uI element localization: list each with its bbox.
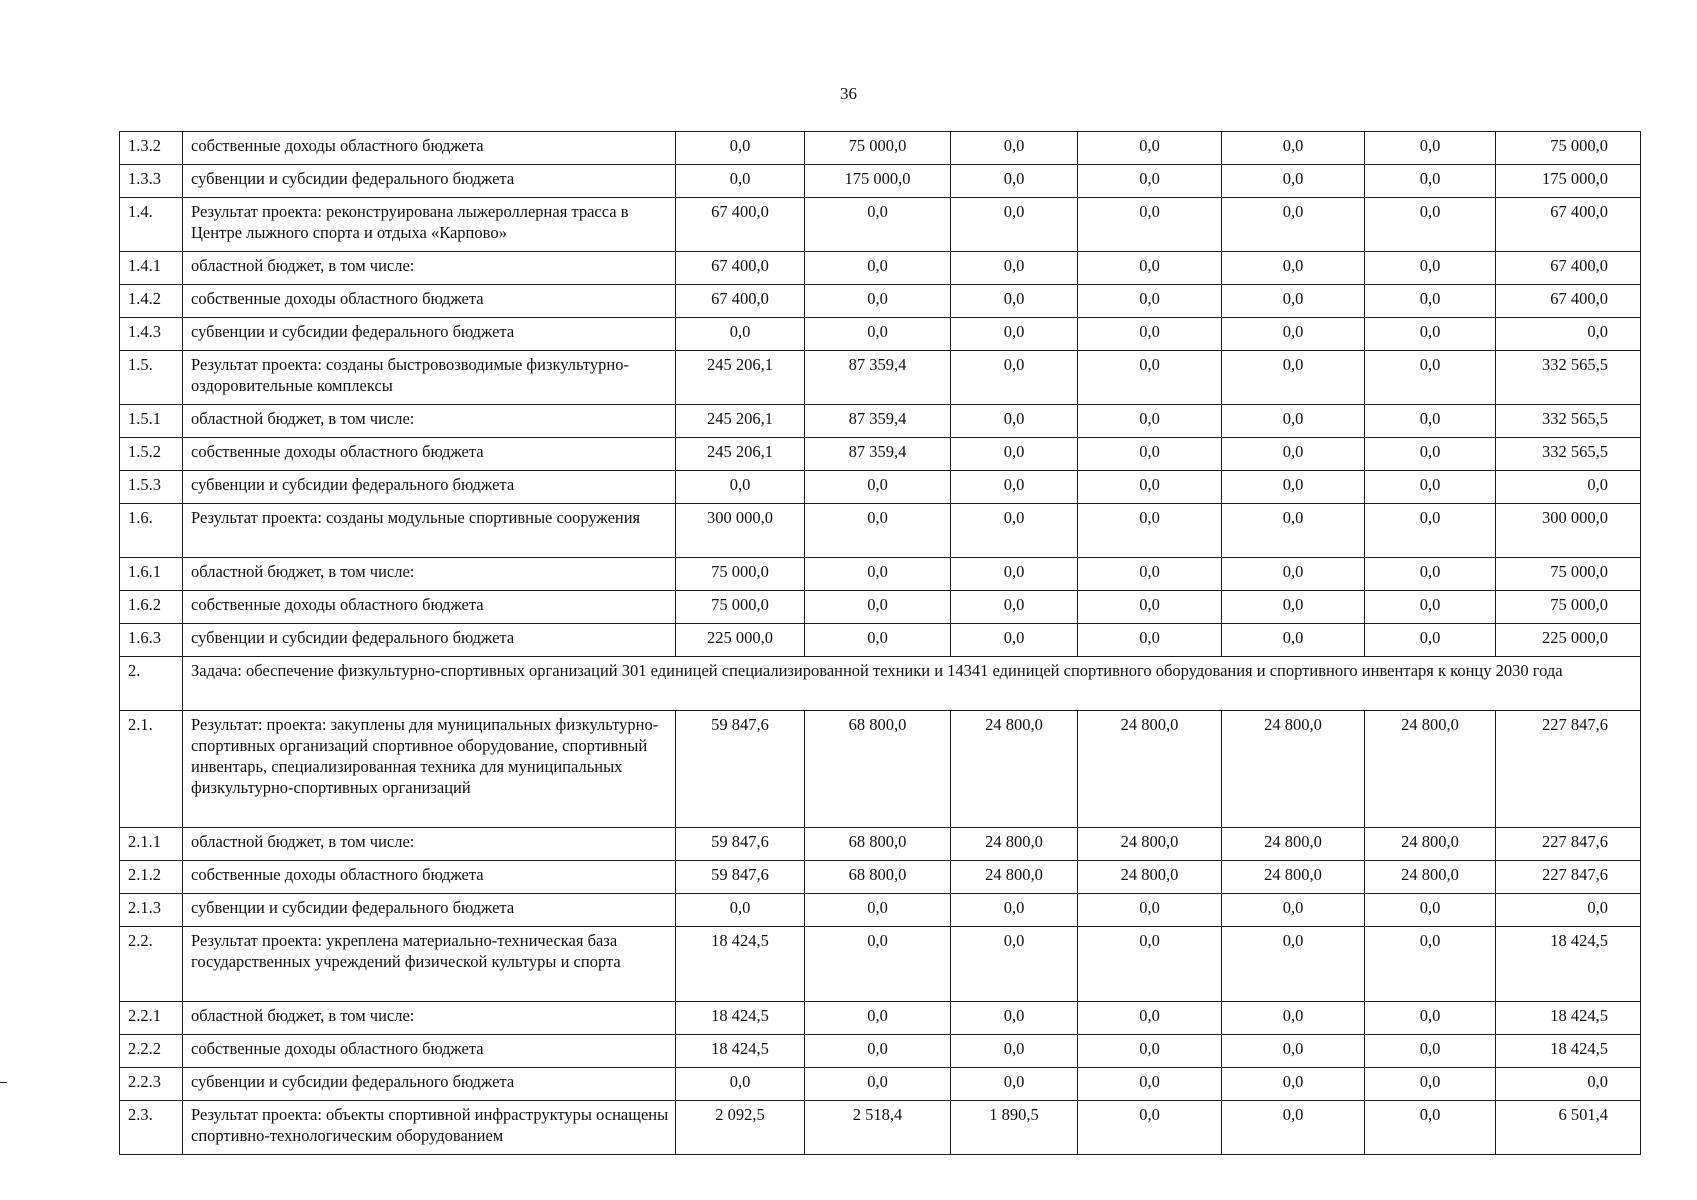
year-value-cell: 0,0 [951, 438, 1078, 471]
year-value-cell: 0,0 [1222, 318, 1365, 351]
year-value-cell: 175 000,0 [805, 165, 951, 198]
year-value-cell: 2 092,5 [676, 1101, 805, 1155]
year-value-cell: 0,0 [951, 558, 1078, 591]
year-value-cell: 0,0 [805, 198, 951, 252]
total-value-cell: 67 400,0 [1496, 285, 1641, 318]
year-value-cell: 0,0 [1078, 351, 1222, 405]
year-value-cell: 0,0 [1222, 132, 1365, 165]
year-value-cell: 0,0 [1078, 591, 1222, 624]
table-row [120, 828, 1641, 861]
year-value-cell: 225 000,0 [676, 624, 805, 657]
row-description: областной бюджет, в том числе: [183, 252, 676, 285]
total-value-cell: 75 000,0 [1496, 558, 1641, 591]
year-value-cell: 24 800,0 [1222, 861, 1365, 894]
total-value-cell: 18 424,5 [1496, 1035, 1641, 1068]
row-code: 2.2.1 [120, 1002, 183, 1035]
year-value-cell: 0,0 [951, 591, 1078, 624]
row-description: Результат проекта: созданы быстровозводимые физкультурно-оздоровительные комплексы [183, 351, 676, 405]
year-value-cell: 0,0 [1078, 471, 1222, 504]
year-value-cell: 67 400,0 [676, 198, 805, 252]
year-value-cell: 59 847,6 [676, 711, 805, 828]
year-value-cell: 24 800,0 [1078, 861, 1222, 894]
year-value-cell: 0,0 [1222, 1101, 1365, 1155]
year-value-cell: 300 000,0 [676, 504, 805, 558]
row-description: областной бюджет, в том числе: [183, 1002, 676, 1035]
year-value-cell: 0,0 [1222, 285, 1365, 318]
year-value-cell: 0,0 [676, 894, 805, 927]
table-row [120, 405, 1641, 438]
year-value-cell: 0,0 [951, 1068, 1078, 1101]
table-body [120, 132, 1641, 1155]
budget-table [119, 131, 1641, 1155]
year-value-cell: 0,0 [951, 504, 1078, 558]
year-value-cell: 0,0 [951, 927, 1078, 1002]
row-description: Результат проекта: укреплена материально-техническая база государственных учреждений физической культуры и спорта [183, 927, 676, 1002]
year-value-cell: 24 800,0 [951, 828, 1078, 861]
year-value-cell: 24 800,0 [1365, 828, 1496, 861]
year-value-cell: 0,0 [1222, 1035, 1365, 1068]
year-value-cell: 0,0 [951, 471, 1078, 504]
table-row [120, 471, 1641, 504]
year-value-cell: 0,0 [1365, 894, 1496, 927]
total-value-cell: 332 565,5 [1496, 405, 1641, 438]
year-value-cell: 0,0 [1365, 504, 1496, 558]
row-description: собственные доходы областного бюджета [183, 861, 676, 894]
table-row [120, 894, 1641, 927]
year-value-cell: 2 518,4 [805, 1101, 951, 1155]
year-value-cell: 0,0 [951, 198, 1078, 252]
year-value-cell: 18 424,5 [676, 927, 805, 1002]
row-code: 2.2.2 [120, 1035, 183, 1068]
row-code: 2. [120, 657, 183, 711]
year-value-cell: 0,0 [1222, 198, 1365, 252]
year-value-cell: 0,0 [1078, 624, 1222, 657]
year-value-cell: 0,0 [1222, 351, 1365, 405]
year-value-cell: 0,0 [951, 1035, 1078, 1068]
row-code: 1.6.3 [120, 624, 183, 657]
year-value-cell: 0,0 [1365, 405, 1496, 438]
year-value-cell: 0,0 [1365, 198, 1496, 252]
year-value-cell: 245 206,1 [676, 438, 805, 471]
year-value-cell: 0,0 [1078, 198, 1222, 252]
year-value-cell: 0,0 [1365, 132, 1496, 165]
year-value-cell: 18 424,5 [676, 1035, 805, 1068]
row-code: 2.1.2 [120, 861, 183, 894]
year-value-cell: 0,0 [805, 624, 951, 657]
year-value-cell: 0,0 [1222, 252, 1365, 285]
row-description: собственные доходы областного бюджета [183, 1035, 676, 1068]
year-value-cell: 0,0 [1365, 471, 1496, 504]
total-value-cell: 227 847,6 [1496, 711, 1641, 828]
row-description: субвенции и субсидии федерального бюджета [183, 318, 676, 351]
year-value-cell: 0,0 [1078, 285, 1222, 318]
total-value-cell: 0,0 [1496, 318, 1641, 351]
total-value-cell: 67 400,0 [1496, 252, 1641, 285]
row-code: 1.4. [120, 198, 183, 252]
year-value-cell: 0,0 [951, 285, 1078, 318]
year-value-cell: 68 800,0 [805, 711, 951, 828]
year-value-cell: 0,0 [951, 624, 1078, 657]
year-value-cell: 0,0 [1365, 1101, 1496, 1155]
table-row [120, 657, 1641, 711]
year-value-cell: 0,0 [1365, 1002, 1496, 1035]
table-row [120, 132, 1641, 165]
year-value-cell: 0,0 [1222, 624, 1365, 657]
total-value-cell: 300 000,0 [1496, 504, 1641, 558]
year-value-cell: 0,0 [1365, 438, 1496, 471]
total-value-cell: 0,0 [1496, 1068, 1641, 1101]
row-description: субвенции и субсидии федерального бюджета [183, 165, 676, 198]
total-value-cell: 6 501,4 [1496, 1101, 1641, 1155]
table-row [120, 165, 1641, 198]
year-value-cell: 0,0 [1078, 558, 1222, 591]
table-row [120, 351, 1641, 405]
year-value-cell: 24 800,0 [1222, 828, 1365, 861]
total-value-cell: 0,0 [1496, 894, 1641, 927]
year-value-cell: 0,0 [1365, 252, 1496, 285]
year-value-cell: 0,0 [805, 558, 951, 591]
total-value-cell: 75 000,0 [1496, 132, 1641, 165]
row-description: собственные доходы областного бюджета [183, 285, 676, 318]
row-description: Результат: проекта: закуплены для муниципальных физкультурно-спортивных организаций спортивное оборудование, спортивный инвентарь, специализированная техника для муниципальных физкультурно-спортивных организаций [183, 711, 676, 828]
table-row [120, 1035, 1641, 1068]
row-description: собственные доходы областного бюджета [183, 438, 676, 471]
year-value-cell: 0,0 [1222, 1068, 1365, 1101]
year-value-cell: 0,0 [1222, 165, 1365, 198]
row-description: субвенции и субсидии федерального бюджета [183, 1068, 676, 1101]
year-value-cell: 87 359,4 [805, 351, 951, 405]
year-value-cell: 0,0 [805, 318, 951, 351]
year-value-cell: 0,0 [951, 1002, 1078, 1035]
year-value-cell: 0,0 [1222, 471, 1365, 504]
row-code: 1.6. [120, 504, 183, 558]
year-value-cell: 0,0 [805, 252, 951, 285]
row-description: собственные доходы областного бюджета [183, 591, 676, 624]
row-code: 1.5.2 [120, 438, 183, 471]
year-value-cell: 0,0 [805, 1068, 951, 1101]
row-description: Результат проекта: созданы модульные спортивные сооружения [183, 504, 676, 558]
year-value-cell: 0,0 [951, 132, 1078, 165]
year-value-cell: 24 800,0 [1078, 711, 1222, 828]
table-row [120, 504, 1641, 558]
year-value-cell: 0,0 [951, 252, 1078, 285]
year-value-cell: 0,0 [805, 927, 951, 1002]
year-value-cell: 0,0 [805, 894, 951, 927]
year-value-cell: 18 424,5 [676, 1002, 805, 1035]
total-value-cell: 227 847,6 [1496, 828, 1641, 861]
table-row [120, 1068, 1641, 1101]
row-code: 1.3.3 [120, 165, 183, 198]
year-value-cell: 0,0 [805, 591, 951, 624]
year-value-cell: 0,0 [1365, 165, 1496, 198]
table-row [120, 591, 1641, 624]
row-code: 1.5.3 [120, 471, 183, 504]
year-value-cell: 24 800,0 [951, 861, 1078, 894]
year-value-cell: 0,0 [805, 285, 951, 318]
row-description: субвенции и субсидии федерального бюджета [183, 894, 676, 927]
year-value-cell: 0,0 [1365, 558, 1496, 591]
table-row [120, 1101, 1641, 1155]
year-value-cell: 0,0 [1078, 132, 1222, 165]
row-code: 1.4.3 [120, 318, 183, 351]
year-value-cell: 0,0 [951, 405, 1078, 438]
year-value-cell: 0,0 [1078, 927, 1222, 1002]
year-value-cell: 68 800,0 [805, 828, 951, 861]
year-value-cell: 0,0 [951, 165, 1078, 198]
row-code: 2.1. [120, 711, 183, 828]
table-row [120, 198, 1641, 252]
year-value-cell: 0,0 [1078, 1068, 1222, 1101]
year-value-cell: 0,0 [951, 351, 1078, 405]
year-value-cell: 87 359,4 [805, 438, 951, 471]
year-value-cell: 67 400,0 [676, 285, 805, 318]
table-row [120, 252, 1641, 285]
row-code: 2.1.1 [120, 828, 183, 861]
year-value-cell: 59 847,6 [676, 861, 805, 894]
total-value-cell: 227 847,6 [1496, 861, 1641, 894]
year-value-cell: 67 400,0 [676, 252, 805, 285]
year-value-cell: 0,0 [1222, 405, 1365, 438]
row-code: 1.6.1 [120, 558, 183, 591]
row-code: 1.5.1 [120, 405, 183, 438]
year-value-cell: 0,0 [805, 1035, 951, 1068]
year-value-cell: 0,0 [1222, 558, 1365, 591]
year-value-cell: 0,0 [1078, 318, 1222, 351]
row-description: субвенции и субсидии федерального бюджета [183, 471, 676, 504]
year-value-cell: 0,0 [1078, 252, 1222, 285]
year-value-cell: 0,0 [676, 165, 805, 198]
year-value-cell: 0,0 [1078, 405, 1222, 438]
year-value-cell: 0,0 [1365, 624, 1496, 657]
total-value-cell: 67 400,0 [1496, 198, 1641, 252]
year-value-cell: 0,0 [805, 471, 951, 504]
total-value-cell: 75 000,0 [1496, 591, 1641, 624]
year-value-cell: 24 800,0 [1365, 711, 1496, 828]
year-value-cell: 0,0 [805, 504, 951, 558]
task-description: Задача: обеспечение физкультурно-спортивных организаций 301 единицей специализированной техники и 14341 единицей спортивного оборудования и спортивного инвентаря к концу 2030 года [183, 657, 1641, 711]
total-value-cell: 332 565,5 [1496, 438, 1641, 471]
row-description: областной бюджет, в том числе: [183, 558, 676, 591]
row-code: 1.4.2 [120, 285, 183, 318]
year-value-cell: 59 847,6 [676, 828, 805, 861]
total-value-cell: 18 424,5 [1496, 1002, 1641, 1035]
year-value-cell: 0,0 [1222, 1002, 1365, 1035]
year-value-cell: 0,0 [676, 471, 805, 504]
row-description: Результат проекта: объекты спортивной инфраструктуры оснащены спортивно-технологическим оборудованием [183, 1101, 676, 1155]
year-value-cell: 24 800,0 [1365, 861, 1496, 894]
year-value-cell: 0,0 [1365, 1068, 1496, 1101]
year-value-cell: 0,0 [1222, 504, 1365, 558]
table-row [120, 318, 1641, 351]
year-value-cell: 0,0 [1365, 285, 1496, 318]
row-code: 1.6.2 [120, 591, 183, 624]
year-value-cell: 75 000,0 [676, 591, 805, 624]
year-value-cell: 0,0 [1078, 438, 1222, 471]
year-value-cell: 75 000,0 [805, 132, 951, 165]
year-value-cell: 0,0 [1365, 318, 1496, 351]
year-value-cell: 0,0 [676, 1068, 805, 1101]
total-value-cell: 332 565,5 [1496, 351, 1641, 405]
total-value-cell: 225 000,0 [1496, 624, 1641, 657]
row-code: 1.4.1 [120, 252, 183, 285]
table-row [120, 927, 1641, 1002]
year-value-cell: 0,0 [805, 1002, 951, 1035]
row-code: 1.3.2 [120, 132, 183, 165]
table-row [120, 558, 1641, 591]
year-value-cell: 0,0 [1078, 1035, 1222, 1068]
row-code: 2.1.3 [120, 894, 183, 927]
row-description: Результат проекта: реконструирована лыжероллерная трасса в Центре лыжного спорта и отдыха «Карпово» [183, 198, 676, 252]
year-value-cell: 0,0 [1222, 591, 1365, 624]
year-value-cell: 0,0 [951, 894, 1078, 927]
year-value-cell: 24 800,0 [1078, 828, 1222, 861]
year-value-cell: 0,0 [676, 132, 805, 165]
total-value-cell: 18 424,5 [1496, 927, 1641, 1002]
year-value-cell: 0,0 [1078, 165, 1222, 198]
margin-mark [0, 1082, 7, 1083]
year-value-cell: 0,0 [1078, 894, 1222, 927]
row-description: областной бюджет, в том числе: [183, 828, 676, 861]
year-value-cell: 0,0 [1365, 1035, 1496, 1068]
row-description: собственные доходы областного бюджета [183, 132, 676, 165]
total-value-cell: 0,0 [1496, 471, 1641, 504]
year-value-cell: 0,0 [1365, 591, 1496, 624]
table-row [120, 285, 1641, 318]
row-code: 2.2. [120, 927, 183, 1002]
year-value-cell: 0,0 [1365, 351, 1496, 405]
year-value-cell: 0,0 [1078, 1002, 1222, 1035]
year-value-cell: 0,0 [1222, 894, 1365, 927]
table-row [120, 861, 1641, 894]
year-value-cell: 68 800,0 [805, 861, 951, 894]
table-row [120, 711, 1641, 828]
row-code: 2.2.3 [120, 1068, 183, 1101]
row-description: областной бюджет, в том числе: [183, 405, 676, 438]
page-number: 36 [840, 84, 857, 103]
year-value-cell: 75 000,0 [676, 558, 805, 591]
year-value-cell: 0,0 [1078, 1101, 1222, 1155]
year-value-cell: 24 800,0 [951, 711, 1078, 828]
year-value-cell: 0,0 [1078, 504, 1222, 558]
total-value-cell: 175 000,0 [1496, 165, 1641, 198]
year-value-cell: 245 206,1 [676, 405, 805, 438]
year-value-cell: 24 800,0 [1222, 711, 1365, 828]
year-value-cell: 0,0 [676, 318, 805, 351]
year-value-cell: 0,0 [1365, 927, 1496, 1002]
table-row [120, 1002, 1641, 1035]
year-value-cell: 0,0 [951, 318, 1078, 351]
row-description: субвенции и субсидии федерального бюджета [183, 624, 676, 657]
row-code: 1.5. [120, 351, 183, 405]
year-value-cell: 245 206,1 [676, 351, 805, 405]
table-row [120, 438, 1641, 471]
year-value-cell: 87 359,4 [805, 405, 951, 438]
table-row [120, 624, 1641, 657]
year-value-cell: 0,0 [1222, 927, 1365, 1002]
year-value-cell: 0,0 [1222, 438, 1365, 471]
row-code: 2.3. [120, 1101, 183, 1155]
year-value-cell: 1 890,5 [951, 1101, 1078, 1155]
